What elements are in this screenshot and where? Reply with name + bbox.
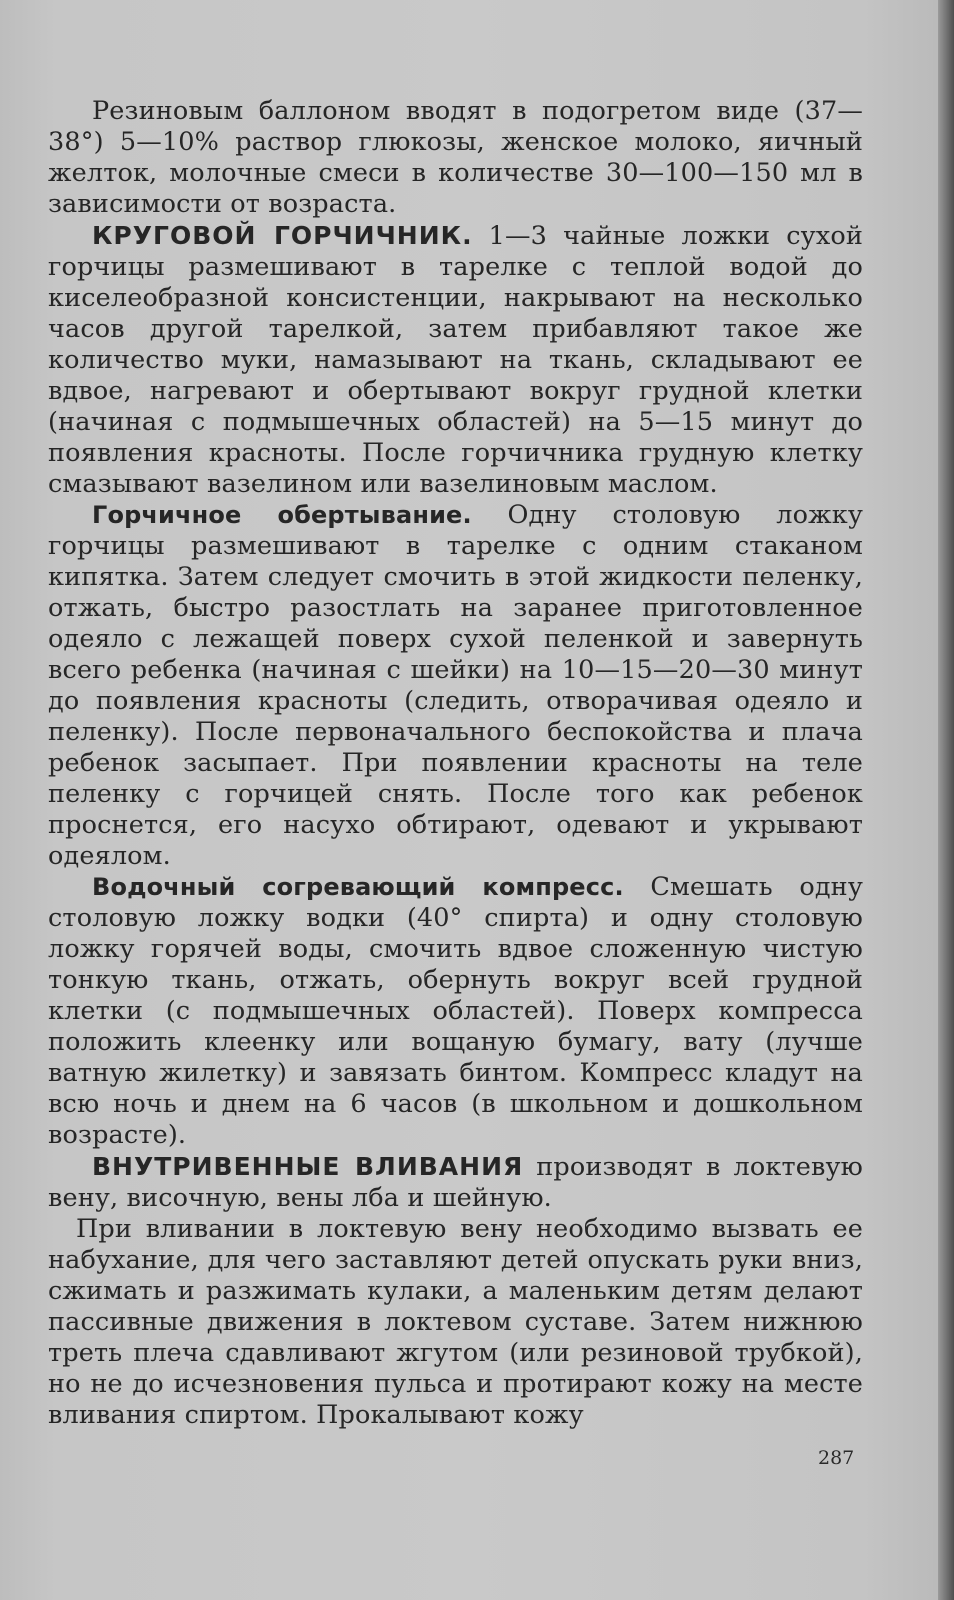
paragraph-circular-mustard-plaster — [48, 220, 863, 500]
paragraph-mustard-wrap-text: Одну столовую ложку горчицы размешивают в тарелке с одним стаканом кипятка. Затем следует смочить в этой жидкости пеленку, отжать, быстро разостлать на заранее приготовленное одеяло с лежащей поверх сухой пеленкой и завернуть всего ребенка (начиная с шейки) на 10—15—20—30 минут до появления красноты (следить, отворачивая одеяло и пеленку). После первоначального беспокойства и плача ребенок засыпает. При появлении красноты на теле пеленку с горчицей снять. После того как ребенок проснется, его насухо обтирают, одевают и укрывают одеялом. — [48, 500, 863, 871]
heading-mustard-wrap: Горчичное обертывание. — [92, 501, 472, 529]
heading-circular-mustard-plaster: КРУГОВОЙ ГОРЧИЧНИК. — [92, 221, 473, 250]
heading-intravenous-infusions: ВНУТРИВЕННЫЕ ВЛИВАНИЯ — [92, 1152, 524, 1181]
paragraph-intravenous-infusions-text: производят в локтевую вену, височную, вены лба и шейную. — [48, 1152, 863, 1213]
paragraph-rectal-feeding — [48, 96, 863, 220]
paragraph-vodka-compress — [48, 872, 863, 1151]
paragraph-circular-mustard-plaster-text: 1—3 чайные ложки сухой горчицы размешивают в тарелке с теплой водой до киселеобразной консистенции, накрывают на несколько часов другой тарелкой, затем прибавляют такое же количество муки, намазывают на ткань, складывают ее вдвое, нагревают и обертывают вокруг грудной клетки (начиная с подмышечных областей) на 5—15 минут до появления красноты. После горчичника грудную клетку смазывают вазелином или вазелиновым маслом. — [48, 221, 864, 499]
page-number: 287 — [818, 1447, 855, 1469]
paragraph-vodka-compress-text: Смешать одну столовую ложку водки (40° спирта) и одну столовую ложку горячей воды, смочить вдвое сложенную чистую тонкую ткань, отжать, обернуть вокруг всей грудной клетки (с подмышечных областей). Поверх компресса положить клеенку или вощаную бумагу, вату (лучше ватную жилетку) и завязать бинтом. Компресс кладут на всю ночь и днем на 6 часов (в школьном и дошкольном возрасте). — [48, 872, 863, 1150]
paragraph-elbow-vein-infusion-text: При вливании в локтевую вену необходимо вызвать ее набухание, для чего заставляют детей опускать руки вниз, сжимать и разжимать кулаки, а маленьким детям делают пассивные движения в локтевом суставе. Затем нижнюю треть плеча сдавливают жгутом (или резиновой трубкой), но не до исчезновения пульса и протирают кожу на месте вливания спиртом. Прокалывают кожу — [48, 1214, 863, 1430]
paragraph-elbow-vein-infusion — [48, 1214, 863, 1431]
heading-vodka-compress: Водочный согревающий компресс. — [92, 873, 624, 901]
paragraph-mustard-wrap — [48, 500, 863, 872]
paragraph-rectal-feeding-text: Резиновым баллоном вводят в подогретом виде (37—38°) 5—10% раствор глюкозы, женское молоко, яичный желток, молочные смеси в количестве 30—100—150 мл в зависимости от возраста. — [48, 96, 863, 219]
page-body-text — [48, 96, 863, 1431]
paragraph-intravenous-infusions — [48, 1151, 863, 1214]
page-edge-shadow — [938, 0, 954, 1600]
